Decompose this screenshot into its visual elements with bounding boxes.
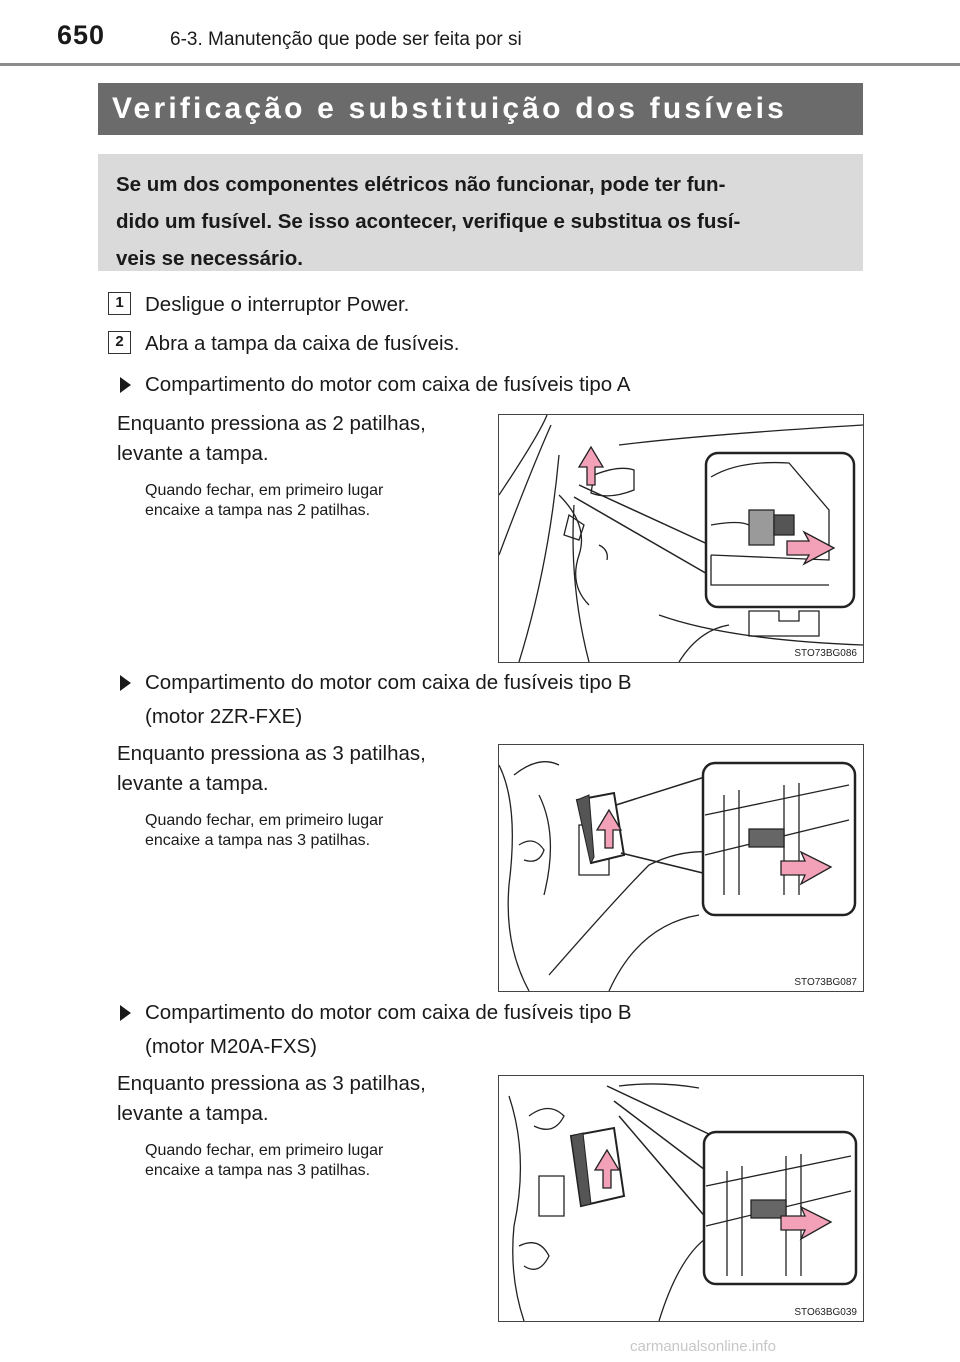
step-text: Desligue o interruptor Power. [145, 293, 410, 316]
header-divider [0, 63, 960, 66]
watermark: carmanualsonline.info [630, 1338, 776, 1355]
figure-code: STO73BG087 [794, 977, 857, 988]
figure-code: STO73BG086 [794, 648, 857, 659]
figure-code: STO63BG039 [794, 1307, 857, 1318]
intro-box [98, 154, 863, 271]
section-heading: 6-3. Manutenção que pode ser feita por si [170, 29, 522, 50]
step-text: Abra a tampa da caixa de fusíveis. [145, 332, 460, 355]
bullet-arrow-icon [120, 377, 131, 393]
intro-line: dido um fusível. Se isso acontecer, verifique e substitua os fusí- [116, 210, 741, 233]
instruction-text: Enquanto pressiona as 2 patilhas, levante a tampa. [117, 412, 426, 465]
subsection-heading: Compartimento do motor com caixa de fusíveis tipo B (motor M20A-FXS) [145, 1001, 632, 1058]
note-text: Quando fechar, em primeiro lugar encaixe a tampa nas 3 patilhas. [145, 1142, 384, 1179]
subsection-heading: Compartimento do motor com caixa de fusíveis tipo A [145, 373, 631, 396]
figure-fuse-box-type-a [498, 414, 864, 663]
bullet-arrow-icon [120, 1005, 131, 1021]
instruction-text: Enquanto pressiona as 3 patilhas, levante a tampa. [117, 742, 426, 795]
intro-line: Se um dos componentes elétricos não funcionar, pode ter fun- [116, 173, 726, 196]
bullet-arrow-icon [120, 675, 131, 691]
page-number: 650 [57, 20, 106, 50]
subsection-heading: Compartimento do motor com caixa de fusíveis tipo B (motor 2ZR-FXE) [145, 671, 632, 728]
note-text: Quando fechar, em primeiro lugar encaixe a tampa nas 2 patilhas. [145, 482, 384, 519]
figure-fuse-box-type-b-2zr [498, 744, 864, 992]
figure-fuse-box-type-b-m20a [498, 1075, 864, 1322]
page-title: Verificação e substituição dos fusíveis [98, 83, 863, 135]
step-number-badge: 2 [108, 331, 131, 354]
intro-line: veis se necessário. [116, 247, 303, 270]
instruction-text: Enquanto pressiona as 3 patilhas, levante a tampa. [117, 1072, 426, 1125]
step-number-badge: 1 [108, 292, 131, 315]
note-text: Quando fechar, em primeiro lugar encaixe a tampa nas 3 patilhas. [145, 812, 384, 849]
